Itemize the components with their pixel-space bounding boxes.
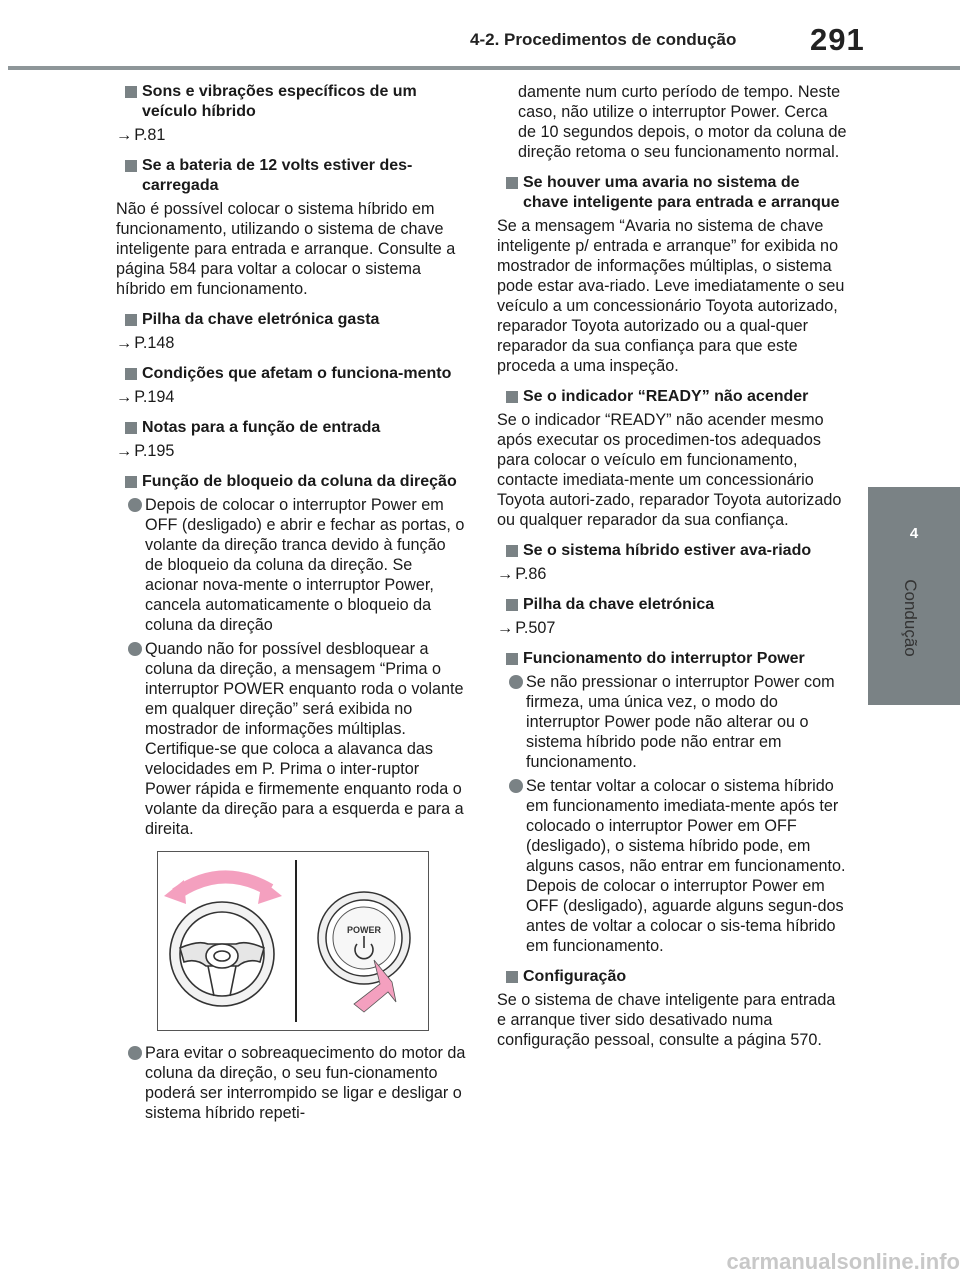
bullet-item: Quando não for possível desbloquear a coluna da direção, a mensagem “Prima o interruptor POWER enquanto roda o volante em qualquer direção” será exibida no mostrador de informações múltiplas. Certifique-se que coloca a alavanca das velocidades em P. Prima o inter-ruptor Power rápida e firmemente enquanto roda o volante da direção para a esquerda e para a direita. [116,639,466,839]
square-bullet-icon [125,368,137,380]
paragraph: Se o sistema de chave inteligente para entrada e arranque tiver sido desativado numa configuração pessoal, consulte a página 570. [497,991,836,1049]
section-title: Condições que afetam o funciona-mento [142,365,452,382]
section-ready-indicator [497,387,847,530]
square-bullet-icon [125,422,137,434]
left-column [116,82,466,1134]
chapter-label: Condução [901,579,920,657]
arrow-icon: → [497,619,514,637]
paragraph: Se a mensagem “Avaria no sistema de chave inteligente p/ entrada e arranque” for exibida no mostrador de informações múltiplas, o sistema pode estar ava-riado. Leve imediatamente o seu veículo a um concessionário Toyota autorizado, reparador Toyota autorizado ou a qual-quer reparador da sua confiança para que este proceda a uma inspeção. [497,217,845,375]
arrow-icon: → [116,334,133,352]
section-hybrid-malfunction [497,541,847,584]
square-bullet-icon [125,86,137,98]
chapter-number: 4 [909,525,919,542]
watermark: carmanualsonline.info [726,1249,960,1274]
section-title: Notas para a função de entrada [142,419,381,436]
bullet-item: Depois de colocar o interruptor Power em OFF (desligado) e abrir e fechar as portas, o volante da direção tranca devido à função de bloqueio da coluna da direção. Se acionar nova-mente o interruptor Power, cancela automaticamente o bloqueio da coluna da direção [116,495,466,635]
section-title: Se houver uma avaria no sistema de chave inteligente para entrada e arranque [523,174,840,211]
round-bullet-icon [509,675,523,689]
square-bullet-icon [506,177,518,189]
section-steering-lock [116,472,466,1123]
square-bullet-icon [506,653,518,665]
paragraph: Se o indicador “READY” não acender mesmo após executar os procedimen-tos adequados para colocar o veículo em funcionamento, contacte imediata-mente um concessionário Toyota autori-zado, reparador Toyota autorizado ou qualquer reparador da sua confiança. [497,411,842,529]
header-rule [8,66,960,70]
steering-wheel-illustration [158,852,428,1030]
section-continuation [497,82,847,162]
section-title: Função de bloqueio da coluna da direção [142,473,457,490]
paragraph: damente num curto período de tempo. Neste caso, não utilize o interruptor Power. Cerca de 10 segundos depois, o motor da coluna de direção retoma o seu funcionamento normal. [518,83,847,161]
square-bullet-icon [125,160,137,172]
square-bullet-icon [506,545,518,557]
arrow-icon: → [497,565,514,583]
section-header-title: 4-2. Procedimentos de condução [470,30,737,49]
section-title: Se a bateria de 12 volts estiver des-carregada [142,157,413,194]
section-title: Pilha da chave eletrónica gasta [142,311,380,328]
section-title: Pilha da chave eletrónica [523,596,715,613]
section-conditions [116,364,466,407]
section-hybrid-sounds [116,82,466,145]
page-reference[interactable]: → P.195 [116,442,175,460]
round-bullet-icon [128,1046,142,1060]
round-bullet-icon [128,498,142,512]
right-column [497,82,847,1061]
page-reference[interactable]: → P.507 [497,619,556,637]
page-reference[interactable]: → P.194 [116,388,175,406]
page-reference[interactable]: → P.148 [116,334,175,352]
steering-power-figure [157,851,429,1031]
section-configuration [497,967,847,1050]
arrow-icon: → [116,442,133,460]
section-entry-notes [116,418,466,461]
square-bullet-icon [506,599,518,611]
square-bullet-icon [125,314,137,326]
bullet-item: Se não pressionar o interruptor Power com firmeza, uma única vez, o modo do interruptor Power pode não alterar ou o sistema híbrido pode não entrar em funcionamento. [497,672,847,772]
section-12v-battery [116,156,466,299]
section-title: Sons e vibrações específicos de um veículo híbrido [142,83,417,120]
page-number: 291 [810,22,865,57]
square-bullet-icon [506,971,518,983]
section-title: Se o indicador “READY” não acender [523,388,809,405]
section-key-battery [497,595,847,638]
section-title: Se o sistema híbrido estiver ava-riado [523,542,812,559]
page-reference[interactable]: → P.86 [497,565,547,583]
round-bullet-icon [509,779,523,793]
section-smart-key-malfunction [497,173,847,376]
section-title: Configuração [523,968,627,985]
bullet-item: Se tentar voltar a colocar o sistema híbrido em funcionamento imediata-mente após ter colocado o interruptor Power em OFF (desligado), o sistema híbrido pode, em alguns casos, não entrar em funcionamento. Depois de colocar o interruptor Power em OFF (desligado), aguarde alguns segun-dos antes de voltar a colocar o sis-tema híbrido em funcionamento. [497,776,847,956]
section-key-battery-low [116,310,466,353]
arrow-icon: → [116,388,133,406]
section-title: Funcionamento do interruptor Power [523,650,805,667]
arrow-icon: → [116,126,133,144]
page-reference[interactable]: → P.81 [116,126,166,144]
bullet-item: Para evitar o sobreaquecimento do motor da coluna da direção, o seu fun-cionamento poderá ser interrompido se ligar e desligar o sistema híbrido repeti- [116,1043,466,1123]
round-bullet-icon [128,642,142,656]
power-button-label: POWER [346,925,381,935]
section-power-switch [497,649,847,956]
square-bullet-icon [506,391,518,403]
square-bullet-icon [125,476,137,488]
paragraph: Não é possível colocar o sistema híbrido em funcionamento, utilizando o sistema de chave inteligente para entrada e arranque. Consulte a página 584 para voltar a colocar o sistema híbrido em funcionamento. [116,200,456,298]
